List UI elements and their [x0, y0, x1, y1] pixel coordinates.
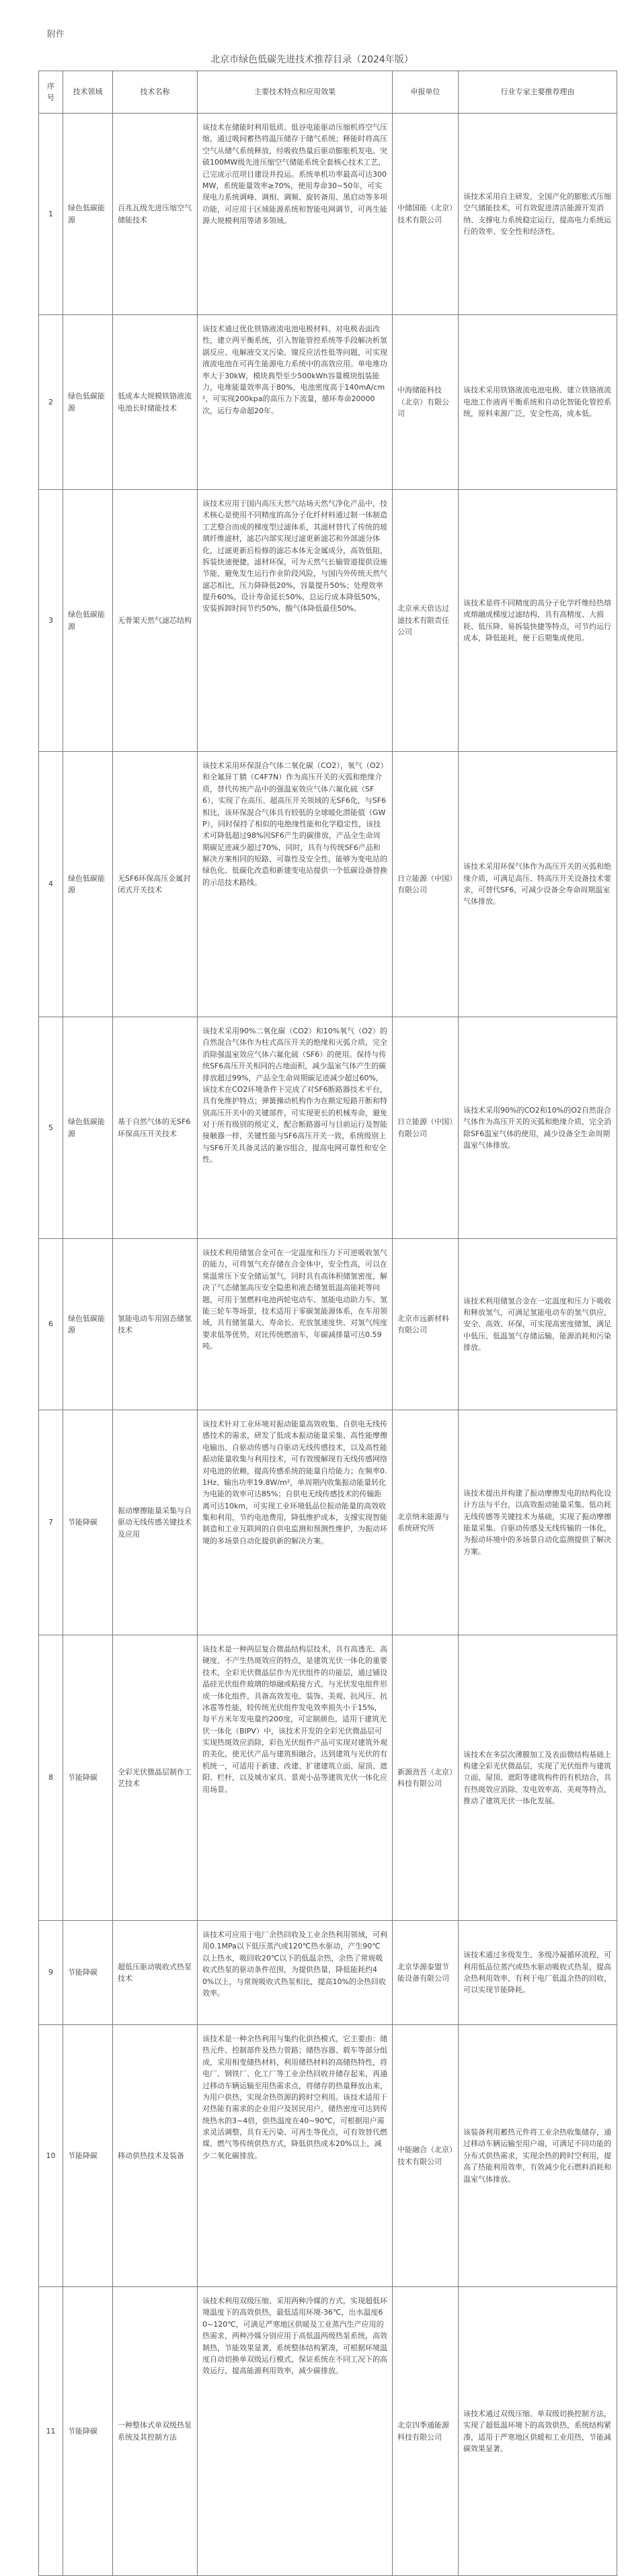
table-row — [39, 1017, 617, 1239]
table-row — [39, 1635, 617, 1921]
cell-description: 该技术利用双级压缩、采用两种冷媒的方式，实现超低环境温度下的高效供热，最低适用环境-36℃，出水温度60~120℃，可满足严寒地区供暖及工业蒸汽生产应用的热需求，两种冷媒分别应用于高低温两级热泵系统，高效制热，节能效果显著，系统整体结构紧凑，可根据环境温度自动切换单双级运行模式，保证系统在不同工况下的高效运行，提高能源利用效率，减少碳排放。 — [198, 2287, 393, 2576]
cell-applicant: 北京华源泰盟节能设备有限公司 — [393, 1921, 459, 2025]
cell-description: 该技术利用储氢合金可在一定温度和压力下可逆吸收氢气的能力，可将氢气充存储在合金体中，安全性高，可以在常温常压下安全储运氢气，同时具有高体积储氢密度，解决了气态储氢高压安全隐患和液态储氢低温高能耗等问题，可用于氢燃料电池两轮电动车、氢能电动助力车、氢能三轮车等场景，技术适用于零碳氢能源体系，在车用领域，具有储氢量大、寿命长、充放氢速度快、对氢气纯度要求低等优势，对比传统燃油车，年碳减排量可达0.59吨。 — [198, 1239, 393, 1410]
cell-expert-reason: 该技术通过多级发生、多级冷凝循环流程，可利用低品位蒸汽或热水驱动吸收式热泵，提高余热利用效率，有利于电厂低温余热的回收，可以实现节能降耗。 — [459, 1921, 617, 2025]
cell-expert-reason: 该技术采用铁铬液流电池电极、建立铁铬液流电池工作液再平衡系统和自动化智能化管控系统，原料来源广泛，安全性高，成本低。 — [459, 315, 617, 490]
cell-tech-name: 振动摩擦能量采集与自驱动无线传感关键技术及应用 — [113, 1410, 198, 1635]
cell-description: 该技术可应用于电厂余热回收及工业余热利用领域，可利用0.1MPa以下低压蒸汽或120℃热水驱动，产生90℃以上热水，吸回收20℃以下的低温余热，余热了常规吸收式热泵的驱动条件范围，为提供热量，降低能耗约40%以上，与常规吸收式热泵相比，提高10%的余热回收效率。 — [198, 1921, 393, 2025]
header-desc: 主要技术特点和应用效果 — [198, 71, 393, 114]
cell-tech-name: 全彩光伏微晶层制作工艺技术 — [113, 1635, 198, 1921]
cell-tech-name: 低成本大规模铁铬液流电池长时储能技术 — [113, 315, 198, 490]
cell-applicant: 日立能源（中国）有限公司 — [393, 752, 459, 1017]
cell-expert-reason: 该技术利用储氢合金在一定温度和压力下吸收和释放氢气，可满足氢能电动车的氢气供应，安全、高效、环保，可实现高密度储氢，满足中低压、低温氢气存储运输，能源消耗和污染排放。 — [459, 1239, 617, 1410]
cell-applicant: 中能融合（北京）技术有限公司 — [393, 2025, 459, 2287]
cell-expert-reason: 该技术提出并构建了振动摩擦发电的结构化设计方法与平台，以高效振动能量采集、低功耗无线传感等关键技术为基础，实现了振动摩擦能量采集、自驱动传感及无线传输的一体化，为振动环境中的多场景自动化监测提供了解决方案。 — [459, 1410, 617, 1635]
cell-description: 该技术采用90%二氧化碳（CO2）和10%氧气（O2）的自然混合气体作为柱式高压开关的绝缘和灭弧介质，完全消除强温室效应气体六氟化硫（SF6）的使用。保持与传统SF6高压开关相同的占地面积，减少温室气体产生的碳排放超过99%，产品全生命周期碳足迹减少超过60%，该技术在CO2环境条件下完成了对SF6断路器技术平台，具有免维护特点；弹簧操动机构作为在额定短路开断和特别高压开关中的关键部件，可实现更长的机械寿命，避免对于所有级别的预定义，配合断路器可与目前运行及智能接触器一样，关键性能与SF6高压开关一致，系统级别上与SF6开关具备灵活的兼容组合，提高电网可靠性和安全性。 — [198, 1017, 393, 1239]
cell-field: 节能降碳 — [63, 1921, 113, 2025]
cell-no: 11 — [39, 2287, 63, 2576]
cell-tech-name: 一种整体式单双级热泵系统及其控制方法 — [113, 2287, 198, 2576]
cell-field: 绿色低碳能源 — [63, 315, 113, 490]
cell-expert-reason: 该技术通过双级压缩、单双级切换控制方法，实现了超低温环境下的高效供热，系统结构紧凑，适用于严寒地区供暖和工业用热，节能减碳效果显著。 — [459, 2287, 617, 2576]
cell-no: 2 — [39, 315, 63, 490]
cell-tech-name: 超低压驱动吸收式热泵技术 — [113, 1921, 198, 2025]
cell-field: 绿色低碳能源 — [63, 1017, 113, 1239]
annex-label: 附件 — [47, 30, 65, 40]
cell-field: 绿色低碳能源 — [63, 752, 113, 1017]
cell-no: 1 — [39, 114, 63, 315]
cell-description: 该技术是一种余热利用与集约化供热模式，它主要由：储热元件、控制部件及热力管路；储热容器、载车等部分组成，采用相变储热材料，利用储热材料的高储热特性，将电厂、钢铁厂、化工厂等工业余热回收并储存起来，再通过移动车辆运输至用热需求点，将储存的热量释放出来，为用户供热，实现余热资源的跨时空利用。该技术适用于对热能有需求的企业用户及居民用户，储热密度可达到传统热水的3~4倍，供热温度在40~90℃，可根据用户需求灵活调整，具有无污染、可再生等优点，可有效替代燃煤、燃气等传统供热方式，降低供热成本20%以上，减少二氧化碳排放。 — [198, 2025, 393, 2287]
cell-field: 节能降碳 — [63, 2025, 113, 2287]
cell-no: 7 — [39, 1410, 63, 1635]
page-title: 北京市绿色低碳先进技术推荐目录（2024年版） — [210, 54, 414, 65]
cell-no: 5 — [39, 1017, 63, 1239]
table-row — [39, 315, 617, 490]
cell-description: 该技术是一种两层复合微晶结构层技术，具有高透光、高硬度、不产生热斑效应的特点，是建筑光伏一体化的重要技术，全彩光伏微晶层作为光伏组件的功能层，通过铺设晶硅光伏组件玻璃的熔融或粘接方式，与光伏发电组件形成一体化组件，具备高效发电、装饰、美观、抗风压、抗冰雹等性能，较传统光伏组件发电效率损失小于15%，每平方米年发电量约200度，可定制颜色，适用于建筑光伏一体化（BIPV）中，该技术开发的全彩光伏微晶层可实现热斑效应消除，彩色光伏组件产品可实现对建筑外观的美化，使光伏产品与建筑相融合，达到建筑与光伏的有机统一，可适用于新建、改建、扩建建筑立面、屋顶、遮阳、栏杆，以及城市家具、景观小品等建筑光伏一体化应用场景。 — [198, 1635, 393, 1921]
cell-field: 绿色低碳能源 — [63, 114, 113, 315]
table-row — [39, 114, 617, 315]
cell-no: 4 — [39, 752, 63, 1017]
cell-no: 6 — [39, 1239, 63, 1410]
cell-applicant: 新源劲吾（北京）科技有限公司 — [393, 1635, 459, 1921]
table-row — [39, 1410, 617, 1635]
cell-no: 8 — [39, 1635, 63, 1921]
cell-applicant: 北京承天倍达过滤技术有限责任公司 — [393, 490, 459, 752]
cell-expert-reason: 该技术采用自主研发，全国产化的膨胀式压缩空气储能技术，可有效促进清洁能源开发消纳、支撑电力系统稳定运行，提高电力系统运行的效率、安全性和经济性。 — [459, 114, 617, 315]
cell-description: 该技术应用于国内高压天然气站场天然气净化产品中，技术核心是使用不同精度的高分子化纤材料通过制一体制造工艺整合而成的梯度型过滤体系，其滤材替代了传统的玻璃纤维滤材，滤芯内部实现过滤更新滤芯和外部滤分体化，过滤更新后检修的滤芯本体无金属成分，高效低阻，拆装快速便捷，滤材环保，可为天然气长输管道提供设施节能，避免发生运行作业阶段风险，与国内外传统天然气滤芯相比，压力降降低20%，容量提升50%；处理效率提升60%，设计寿命延长50%，总运行成本降低50%，安装拆卸时间节约50%，酸气体降低最佳50%。 — [198, 490, 393, 752]
cell-applicant: 中海储能科技（北京）有限公司 — [393, 315, 459, 490]
cell-applicant: 北京四季通能源科技有限公司 — [393, 2287, 459, 2576]
cell-applicant: 北京市远新材料有限公司 — [393, 1239, 459, 1410]
cell-field: 绿色低碳能源 — [63, 1239, 113, 1410]
cell-expert-reason: 该技术采用90%的CO2和10%的O2自然混合气体作为高压开关的灭弧和绝缘介质，完全消除SF6温室气体的使用，减少设备全生命周期温室气体排放。 — [459, 1017, 617, 1239]
header-reason: 行业专家主要推荐理由 — [459, 71, 617, 114]
cell-description: 该技术在储能时利用低质、低谷电能驱动压缩机将空气压缩，通过吸间蓄热将温压储存于储气系统；释能时将高压空气从储气系统释放，经吸收热量后驱动膨胀机发电。突破100MW级先进压缩空气储能系统全套核心技术工艺，已完成示范项目建设并投运。系统单机功率最高可达300MW，系统能量效率≥70%，使用寿命30~50年，可实现电力系统调峰、调相、调频、旋转备用、黑启动等多项功能，可应用于区域能源系统和智能电网调节，可再生能源大规模利用等诸多领域。 — [198, 114, 393, 315]
cell-field: 绿色低碳能源 — [63, 490, 113, 752]
technology-table — [38, 71, 617, 2576]
table-row — [39, 490, 617, 752]
table-row — [39, 1921, 617, 2025]
cell-tech-name: 百兆瓦级先进压缩空气储能技术 — [113, 114, 198, 315]
table-row — [39, 752, 617, 1017]
cell-field: 节能降碳 — [63, 1410, 113, 1635]
cell-description: 该技术针对工业环境对振动能量高效收集、自供电无线传感技术的需求，研发了低成本振动能量采集、高性能摩擦电输出、自驱动传感与自驱动无线传感技术，以及高性能振动能量收集与利用技术，可有效缓解现有无线传感网络对电池的依赖，提高传感系统的能量自给能力；在频率0.1Hz、输出功率19.8W/m²，单周期内收集振动能量转化为电能的效率可达85%；自供电无线传感技术的传输距离可达10km，可实现工业环境低品位振动能量的高效收集和利用，节约电池费用，降低维护成本，支撑实现智能制造和工业互联网的自供电监测和预测性维护，为振动环境的多场景自动化提供新的解决方案。 — [198, 1410, 393, 1635]
cell-field: 节能降碳 — [63, 1635, 113, 1921]
cell-applicant: 北京纳米能源与系统研究所 — [393, 1410, 459, 1635]
cell-expert-reason: 该装备利用蓄热元件将工业余热收集储存，通过移动车辆运输至用户端，可满足不同功能的分布式供热需求，实现余热的跨时空利用，提高了热能利用效率，有效减少化石燃料消耗和温室气体排放。 — [459, 2025, 617, 2287]
table-row — [39, 1239, 617, 1410]
header-no: 序号 — [39, 71, 63, 114]
cell-no: 10 — [39, 2025, 63, 2287]
cell-description: 该技术采用环保混合气体二氧化碳（CO2），氧气（O2）和全氟异丁腈（C4F7N）作为高压开关的灭弧和绝缘介质，替代传统产品中的强温室效应气体六氟化硫（SF6），实现了在高压、超高压开关领域的无SF6化，与SF6相比，该环保混合气体具有较低的全球暖化潜能值（GWP），同时保持了相似的电绝缘性能和化学稳定性，该技术可降低超过98%因SF6产生的碳排放，产品全生命周期碳足迹减少超过70%，同时，具有与传统SF6产品和解决方案相同的短路、可靠性及安全性，能够为变电站的绿色化、低碳化改造和新建变电站提供一个低碳设备替换的示范技术路线。 — [198, 752, 393, 1017]
header-field: 技术领域 — [63, 71, 113, 114]
cell-no: 3 — [39, 490, 63, 752]
cell-tech-name: 无骨架天然气滤芯结构 — [113, 490, 198, 752]
cell-expert-reason: 该技术在多层次薄膜加工及表面微结构基础上构建全彩光伏微晶层，实现了光伏组件与建筑立面、屋顶、遮阳等建筑构件的有机结合，具有热斑效应消除、发电效率高、美观等特点，推动了建筑光伏一体化发展。 — [459, 1635, 617, 1921]
table-header-row — [39, 71, 617, 114]
cell-applicant: 日立能源（中国）有限公司 — [393, 1017, 459, 1239]
cell-tech-name: 氢能电动车用固态储氢技术 — [113, 1239, 198, 1410]
cell-no: 9 — [39, 1921, 63, 2025]
cell-tech-name: 移动供热技术及装备 — [113, 2025, 198, 2287]
cell-tech-name: 无SF6环保高压金属封闭式开关技术 — [113, 752, 198, 1017]
cell-description: 该技术通过优化铁铬液流电池电极材料、对电极表面改性，建立两平衡系统，引入智能管控系统等手段解决析氢副反应、电解液交叉污染、镍反应活性低等问题，可实现液流电池在可再生能源电力系统中的高效应用。单电堆功率大于30kW，模块典型至少500kWh容量模块组装能力，电堆能量效率高于80%，电池密度高于140mA/cm²，可实现200kpa的高压力下流量，循环寿命20000次，运行寿命超20年。 — [198, 315, 393, 490]
table-row — [39, 2287, 617, 2576]
cell-applicant: 中储国能（北京）技术有限公司 — [393, 114, 459, 315]
cell-expert-reason: 该技术是将不同精度的高分子化学纤维经热熔或熔融成梯度过滤结构，具有高精度、大损耗、低压降、易拆装快捷等特点，可节约运行成本，降低能耗，便于后期集成使用。 — [459, 490, 617, 752]
cell-tech-name: 基于自然气体的无SF6环保高压开关技术 — [113, 1017, 198, 1239]
cell-expert-reason: 该技术采用环保气体作为高压开关的灭弧和绝缘介质，可满足高压、特高压开关设备技术要求，可替代SF6，可减少设备全寿命周期温室气体排放。 — [459, 752, 617, 1017]
header-name: 技术名称 — [113, 71, 198, 114]
header-unit: 申报单位 — [393, 71, 459, 114]
cell-field: 节能降碳 — [63, 2287, 113, 2576]
table-row — [39, 2025, 617, 2287]
